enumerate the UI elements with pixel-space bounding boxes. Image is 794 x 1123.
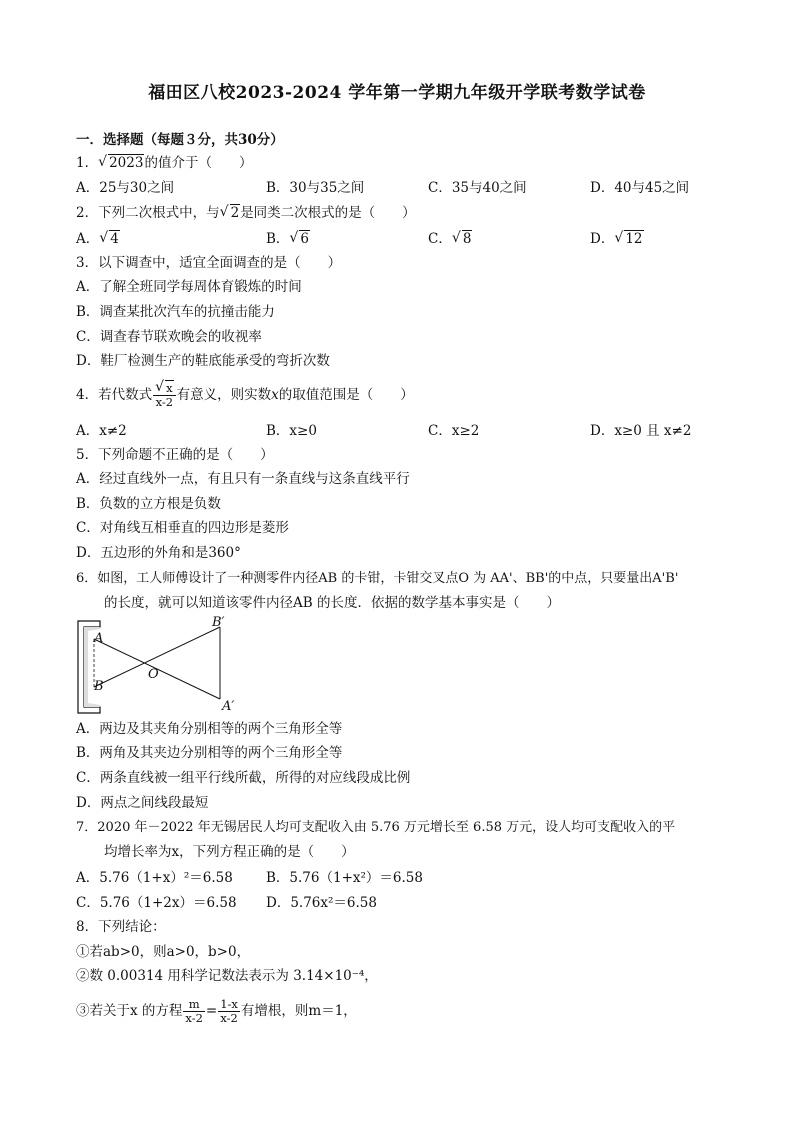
q2-stem-prefix: 2．下列二次根式中，与 — [76, 205, 220, 221]
q2-option-a — [76, 230, 120, 248]
section-heading: 一．选择题（每题３分，共30分） — [76, 132, 284, 148]
q2-sqrt — [220, 204, 241, 222]
q1-option-b: B．30与35之间 — [266, 180, 365, 196]
label-a-prime: A′ — [222, 699, 235, 714]
q2-option-a-label: A． — [76, 231, 100, 247]
q8-item-2: ②数 0.00314 用科学记数法表示为 3.14×10⁻⁴， — [76, 968, 378, 984]
q2-option-b — [266, 230, 310, 248]
q5-option-a: A．经过直线外一点，有且只有一条直线与这条直线平行 — [76, 471, 410, 487]
q3-option-d: D．鞋厂检测生产的鞋底能承受的弯折次数 — [76, 353, 330, 369]
q6-stem-line2: 的长度，就可以知道该零件内径AB 的长度．依据的数学基本事实是（ ） — [104, 595, 560, 611]
q4-fraction-denominator: x-2 — [155, 395, 174, 409]
q4-stem — [76, 380, 414, 410]
q8-item3-prefix: ③若关于x 的方程 — [76, 1003, 183, 1019]
q4-option-b: B．x≥0 — [266, 423, 317, 439]
q4-fraction-numerator — [153, 382, 176, 396]
q4-stem-end: 的取值范围是（ ） — [278, 387, 414, 403]
q5-stem: 5．下列命题不正确的是（ ） — [76, 447, 274, 463]
label-b: B — [94, 679, 104, 694]
q8-item3-equals: = — [205, 1003, 218, 1019]
q4-sqrt — [155, 382, 174, 395]
q8-fraction-2 — [218, 998, 240, 1025]
q7-stem-line1: 7．2020 年－2022 年无锡居民人均可支配收入由 5.76 万元增长至 6.58 万元，设人均可支配收入的平 — [76, 820, 676, 835]
q6-caliper-figure — [74, 617, 254, 717]
q5-option-d: D．五边形的外角和是360° — [76, 545, 241, 561]
q2-stem-suffix: 是同类二次根式的是（ ） — [240, 205, 416, 221]
q8-item-1: ①若ab>0，则a>0，b>0， — [76, 944, 251, 960]
q3-stem: 3．以下调查中，适宜全面调查的是（ ） — [76, 255, 342, 271]
q4-option-c: C．x≥2 — [428, 423, 480, 439]
q2-option-c — [428, 230, 472, 248]
q3-option-a: A．了解全班同学每周体育锻炼的时间 — [76, 279, 302, 295]
q2-option-d — [590, 230, 644, 248]
q2-option-d-label: D． — [590, 231, 615, 247]
q5-option-c: C．对角线互相垂直的四边形是菱形 — [76, 520, 289, 536]
q4-option-d: D．x≥0 且 x≠2 — [590, 423, 692, 439]
q2-option-c-sqrt — [452, 230, 473, 248]
q7-option-c: C．5.76（1+2x）＝6.58 — [76, 895, 237, 911]
q1-option-d: D．40与45之间 — [590, 180, 690, 196]
q2-option-d-sqrt — [614, 230, 643, 248]
q5-option-b: B．负数的立方根是负数 — [76, 496, 221, 512]
q4-variable: x — [271, 387, 279, 403]
q1-stem-suffix: 的值介于（ ） — [144, 155, 253, 171]
q4-fraction — [153, 382, 176, 409]
label-a: A — [94, 631, 104, 646]
q6-option-b: B．两角及其夹边分别相等的两个三角形全等 — [76, 745, 343, 761]
q8-fraction-1 — [183, 998, 205, 1025]
q6-option-c: C．两条直线被一组平行线所截，所得的对应线段成比例 — [76, 770, 411, 786]
q8-fraction-2-denominator: x-2 — [220, 1011, 238, 1025]
q1-radicand: 2023 — [109, 155, 144, 171]
q3-option-b: B．调查某批次汽车的抗撞击能力 — [76, 304, 275, 320]
q2-option-c-label: C． — [428, 231, 452, 247]
q1-prefix: 1． — [76, 155, 99, 171]
q4-stem-suffix: 有意义，则实数 — [176, 387, 272, 403]
q7-option-a: A．5.76（1+x）²＝6.58 — [76, 870, 233, 886]
q2-option-c-radicand: 8 — [462, 231, 472, 247]
q8-item3-suffix: 有增根，则m＝1， — [240, 1003, 357, 1019]
q1-option-a: A．25与30之间 — [76, 180, 175, 196]
q6-option-a: A．两边及其夹角分别相等的两个三角形全等 — [76, 721, 343, 737]
q1-stem — [76, 154, 252, 172]
page-title: 福田区八校2023-2024 学年第一学期九年级开学联考数学试卷 — [148, 83, 646, 103]
q8-fraction-2-numerator: 1-x — [220, 997, 238, 1011]
q3-option-c: C．调查春节联欢晚会的收视率 — [76, 329, 262, 345]
label-b-prime: B′ — [212, 615, 225, 630]
q1-sqrt — [98, 154, 144, 172]
q2-option-b-label: B． — [266, 231, 290, 247]
q7-option-d: D．5.76x²＝6.58 — [266, 895, 377, 911]
q7-stem-line2: 均增长率为x，下列方程正确的是（ ） — [104, 844, 355, 860]
q4-stem-prefix: 4．若代数式 — [76, 387, 153, 403]
label-o: O — [148, 667, 159, 682]
q8-item-3 — [76, 996, 357, 1026]
q1-option-c: C．35与40之间 — [428, 180, 527, 196]
q6-stem-line1: 6．如图，工人师傅设计了一种测零件内径AB 的卡钳，卡钳交叉点O 为 AA'、BB'的中点，只要量出A'B' — [76, 571, 679, 586]
q2-radicand: 2 — [230, 205, 240, 221]
q2-option-a-sqrt — [99, 230, 120, 248]
q8-stem: 8．下列结论： — [76, 919, 166, 935]
q4-option-a: A．x≠2 — [76, 423, 127, 439]
q8-fraction-1-numerator: m — [183, 998, 205, 1012]
q8-fraction-1-denominator: x-2 — [185, 1011, 203, 1025]
q6-option-d: D．两点之间线段最短 — [76, 795, 209, 811]
q2-option-b-radicand: 6 — [300, 231, 310, 247]
q2-option-b-sqrt — [289, 230, 310, 248]
q2-stem — [76, 204, 416, 222]
q2-option-a-radicand: 4 — [110, 231, 119, 247]
q2-option-d-radicand: 12 — [625, 231, 643, 247]
q7-option-b: B．5.76（1+x²）＝6.58 — [266, 870, 423, 886]
q4-radicand: x — [166, 381, 173, 395]
